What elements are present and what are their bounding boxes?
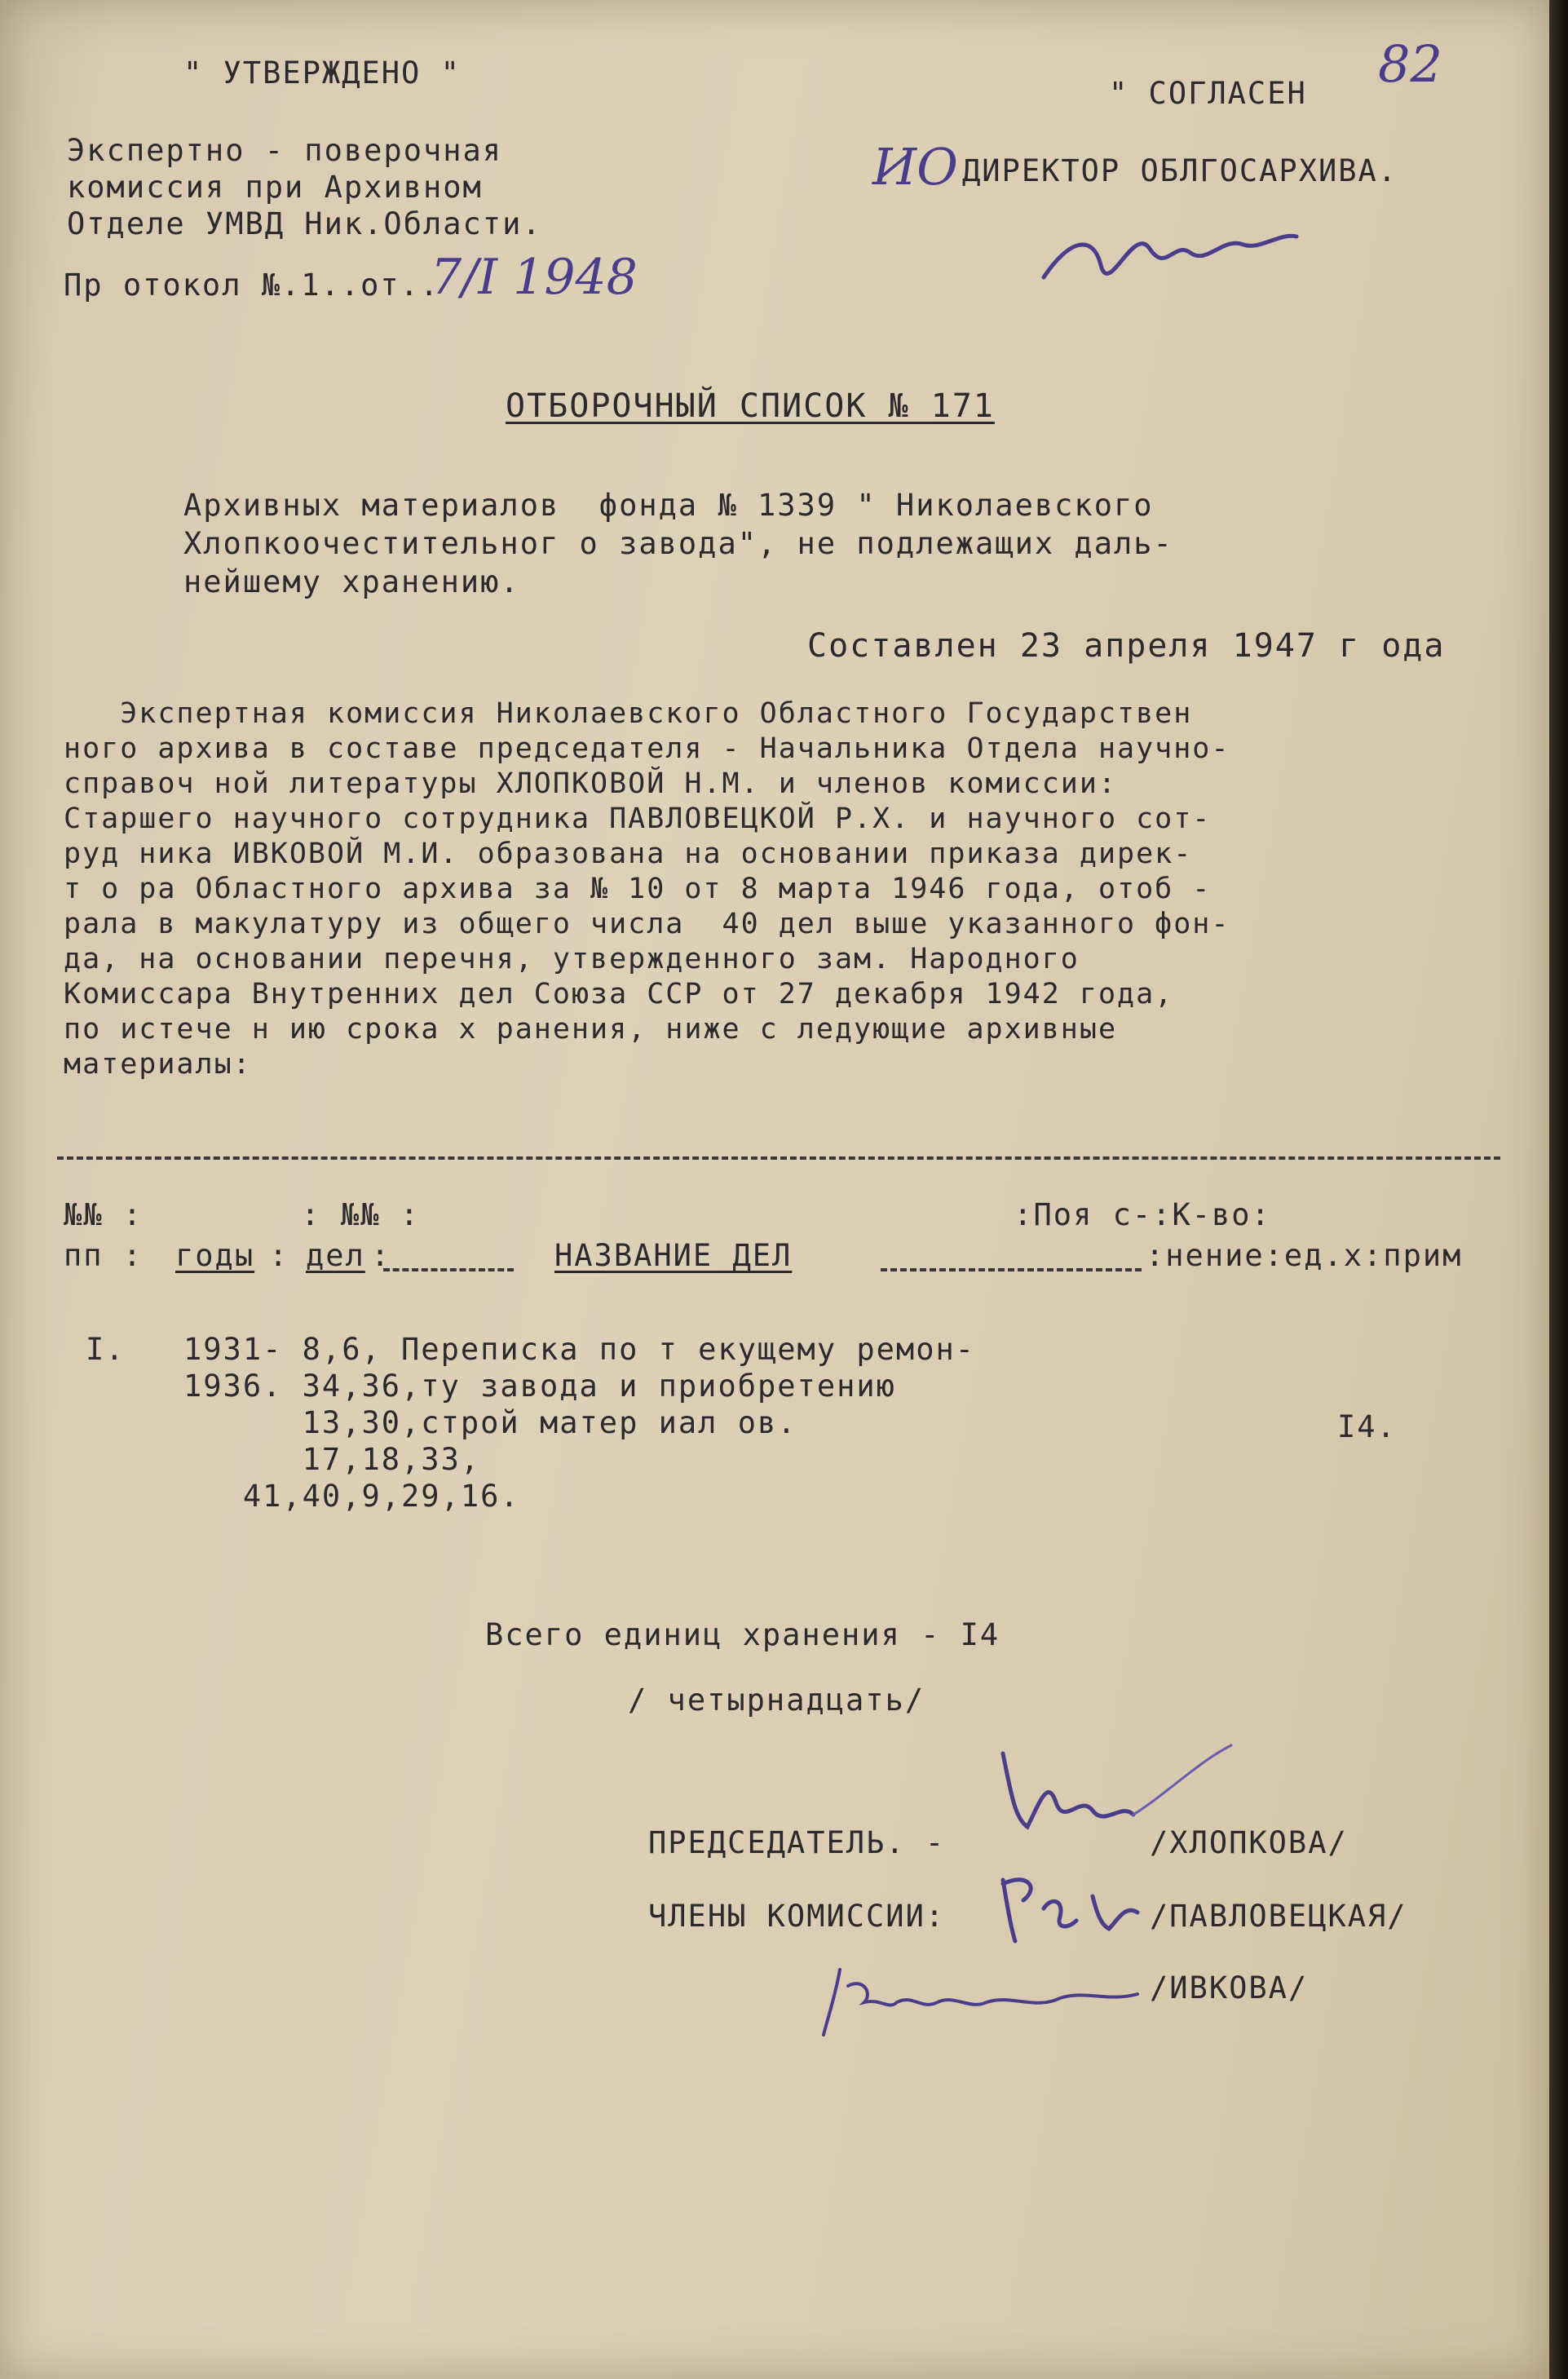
row-line: 41,40,9,29,16. [183, 1479, 520, 1514]
members-label: ЧЛЕНЫ КОМИССИИ: [648, 1899, 946, 1934]
director-signature [1036, 208, 1305, 306]
chair-name: /ХЛОПКОВА/ [1150, 1825, 1348, 1860]
body-line: по истече н ию срока х ранения, ниже с ледующие архивные [64, 1013, 1118, 1046]
approved-line-1: Экспертно - поверочная [67, 133, 503, 168]
header-right: :нение:ед.х:прим [1146, 1238, 1463, 1273]
approved-line-3: Отделе УМВД Ник.Области. [67, 206, 542, 241]
approved-line-2: комиссия при Архивном [67, 170, 483, 205]
header-name: НАЗВАНИЕ ДЕЛ [554, 1238, 793, 1273]
row-quantity: I4. [1337, 1409, 1397, 1444]
compiled-date: Составлен 23 апреля 1947 г ода [807, 627, 1446, 665]
body-line: справоч ной литературы ХЛОПКОВОЙ Н.М. и членов комиссии: [64, 767, 1118, 800]
agreed-title: " СОГЛАСЕН [1109, 76, 1307, 111]
body-line: рала в макулатуру из общего числа 40 дел выше указанного фон- [64, 908, 1230, 940]
subtitle-line-1: Архивных материалов фонда № 1339 " Николаевского [183, 488, 1154, 523]
body-line: т о ра Областного архива за № 10 от 8 марта 1946 года, отоб - [64, 873, 1212, 905]
body-line: руд ника ИВКОВОЙ М.И. образована на основании приказа дирек- [64, 838, 1193, 870]
table-header-row-1: №№ : : №№ : :Поя с-:К-во: [64, 1197, 1271, 1232]
page-number-handwritten: 82 [1378, 34, 1442, 94]
member2-signature [815, 1953, 1158, 2043]
header-cases: дел [306, 1238, 365, 1273]
scan-edge [1549, 0, 1568, 2379]
row-number: I. [86, 1332, 126, 1367]
body-line: материалы: [64, 1048, 252, 1081]
header-colon: : [371, 1238, 391, 1273]
member1-name: /ПАВЛОВЕЦКАЯ/ [1150, 1899, 1407, 1934]
subtitle-line-2: Хлопкоочестительног о завода", не подлежащих даль- [183, 526, 1173, 561]
body-line: Комиссара Внутренних дел Союза ССР от 27 декабря 1942 года, [64, 978, 1174, 1010]
total-units-words: / четырнадцать/ [628, 1683, 925, 1718]
director-title: ДИРЕКТОР ОБЛГОСАРХИВА. [962, 153, 1398, 188]
table-top-rule [57, 1156, 1500, 1160]
body-line: ного архива в составе председателя - Начальника Отдела научно- [64, 732, 1230, 765]
row-line: 13,30,строй матер иал ов. [183, 1405, 797, 1440]
row-line: 1931- 8,6, Переписка по т екущему ремон- [183, 1332, 976, 1367]
chair-label: ПРЕДСЕДАТЕЛЬ. - [648, 1825, 946, 1860]
header-years: годы [175, 1238, 255, 1273]
protocol-date-handwritten: 7/I 1948 [431, 249, 638, 306]
header-num: пп : [64, 1238, 144, 1273]
total-units: Всего единиц хранения - I4 [485, 1617, 1000, 1652]
row-line: 17,18,33, [183, 1442, 481, 1477]
member2-name: /ИВКОВА/ [1150, 1970, 1309, 2005]
header-colon: : [269, 1238, 289, 1273]
subtitle-line-3: нейшему хранению. [183, 564, 520, 599]
body-line: Экспертная комиссия Николаевского Областного Государствен [64, 697, 1193, 730]
header-dash [881, 1268, 1142, 1271]
approved-title: " УТВЕРЖДЕНО " [183, 55, 461, 91]
member1-signature [987, 1864, 1150, 1953]
body-line: Старшего научного сотрудника ПАВЛОВЕЦКОЙ Р.Х. и научного сот- [64, 803, 1212, 835]
body-line: да, на основании перечня, утвержденного зам. Народного [64, 943, 1080, 975]
header-dash [383, 1268, 514, 1271]
row-line: 1936. 34,36,ту завода и приобретению [183, 1369, 896, 1404]
director-prefix-handwritten: ИО [872, 137, 958, 197]
protocol-line: Пр отокол №.1..от.. [64, 268, 440, 303]
document-title: ОТБОРОЧНЫЙ СПИСОК № 171 [506, 387, 995, 425]
